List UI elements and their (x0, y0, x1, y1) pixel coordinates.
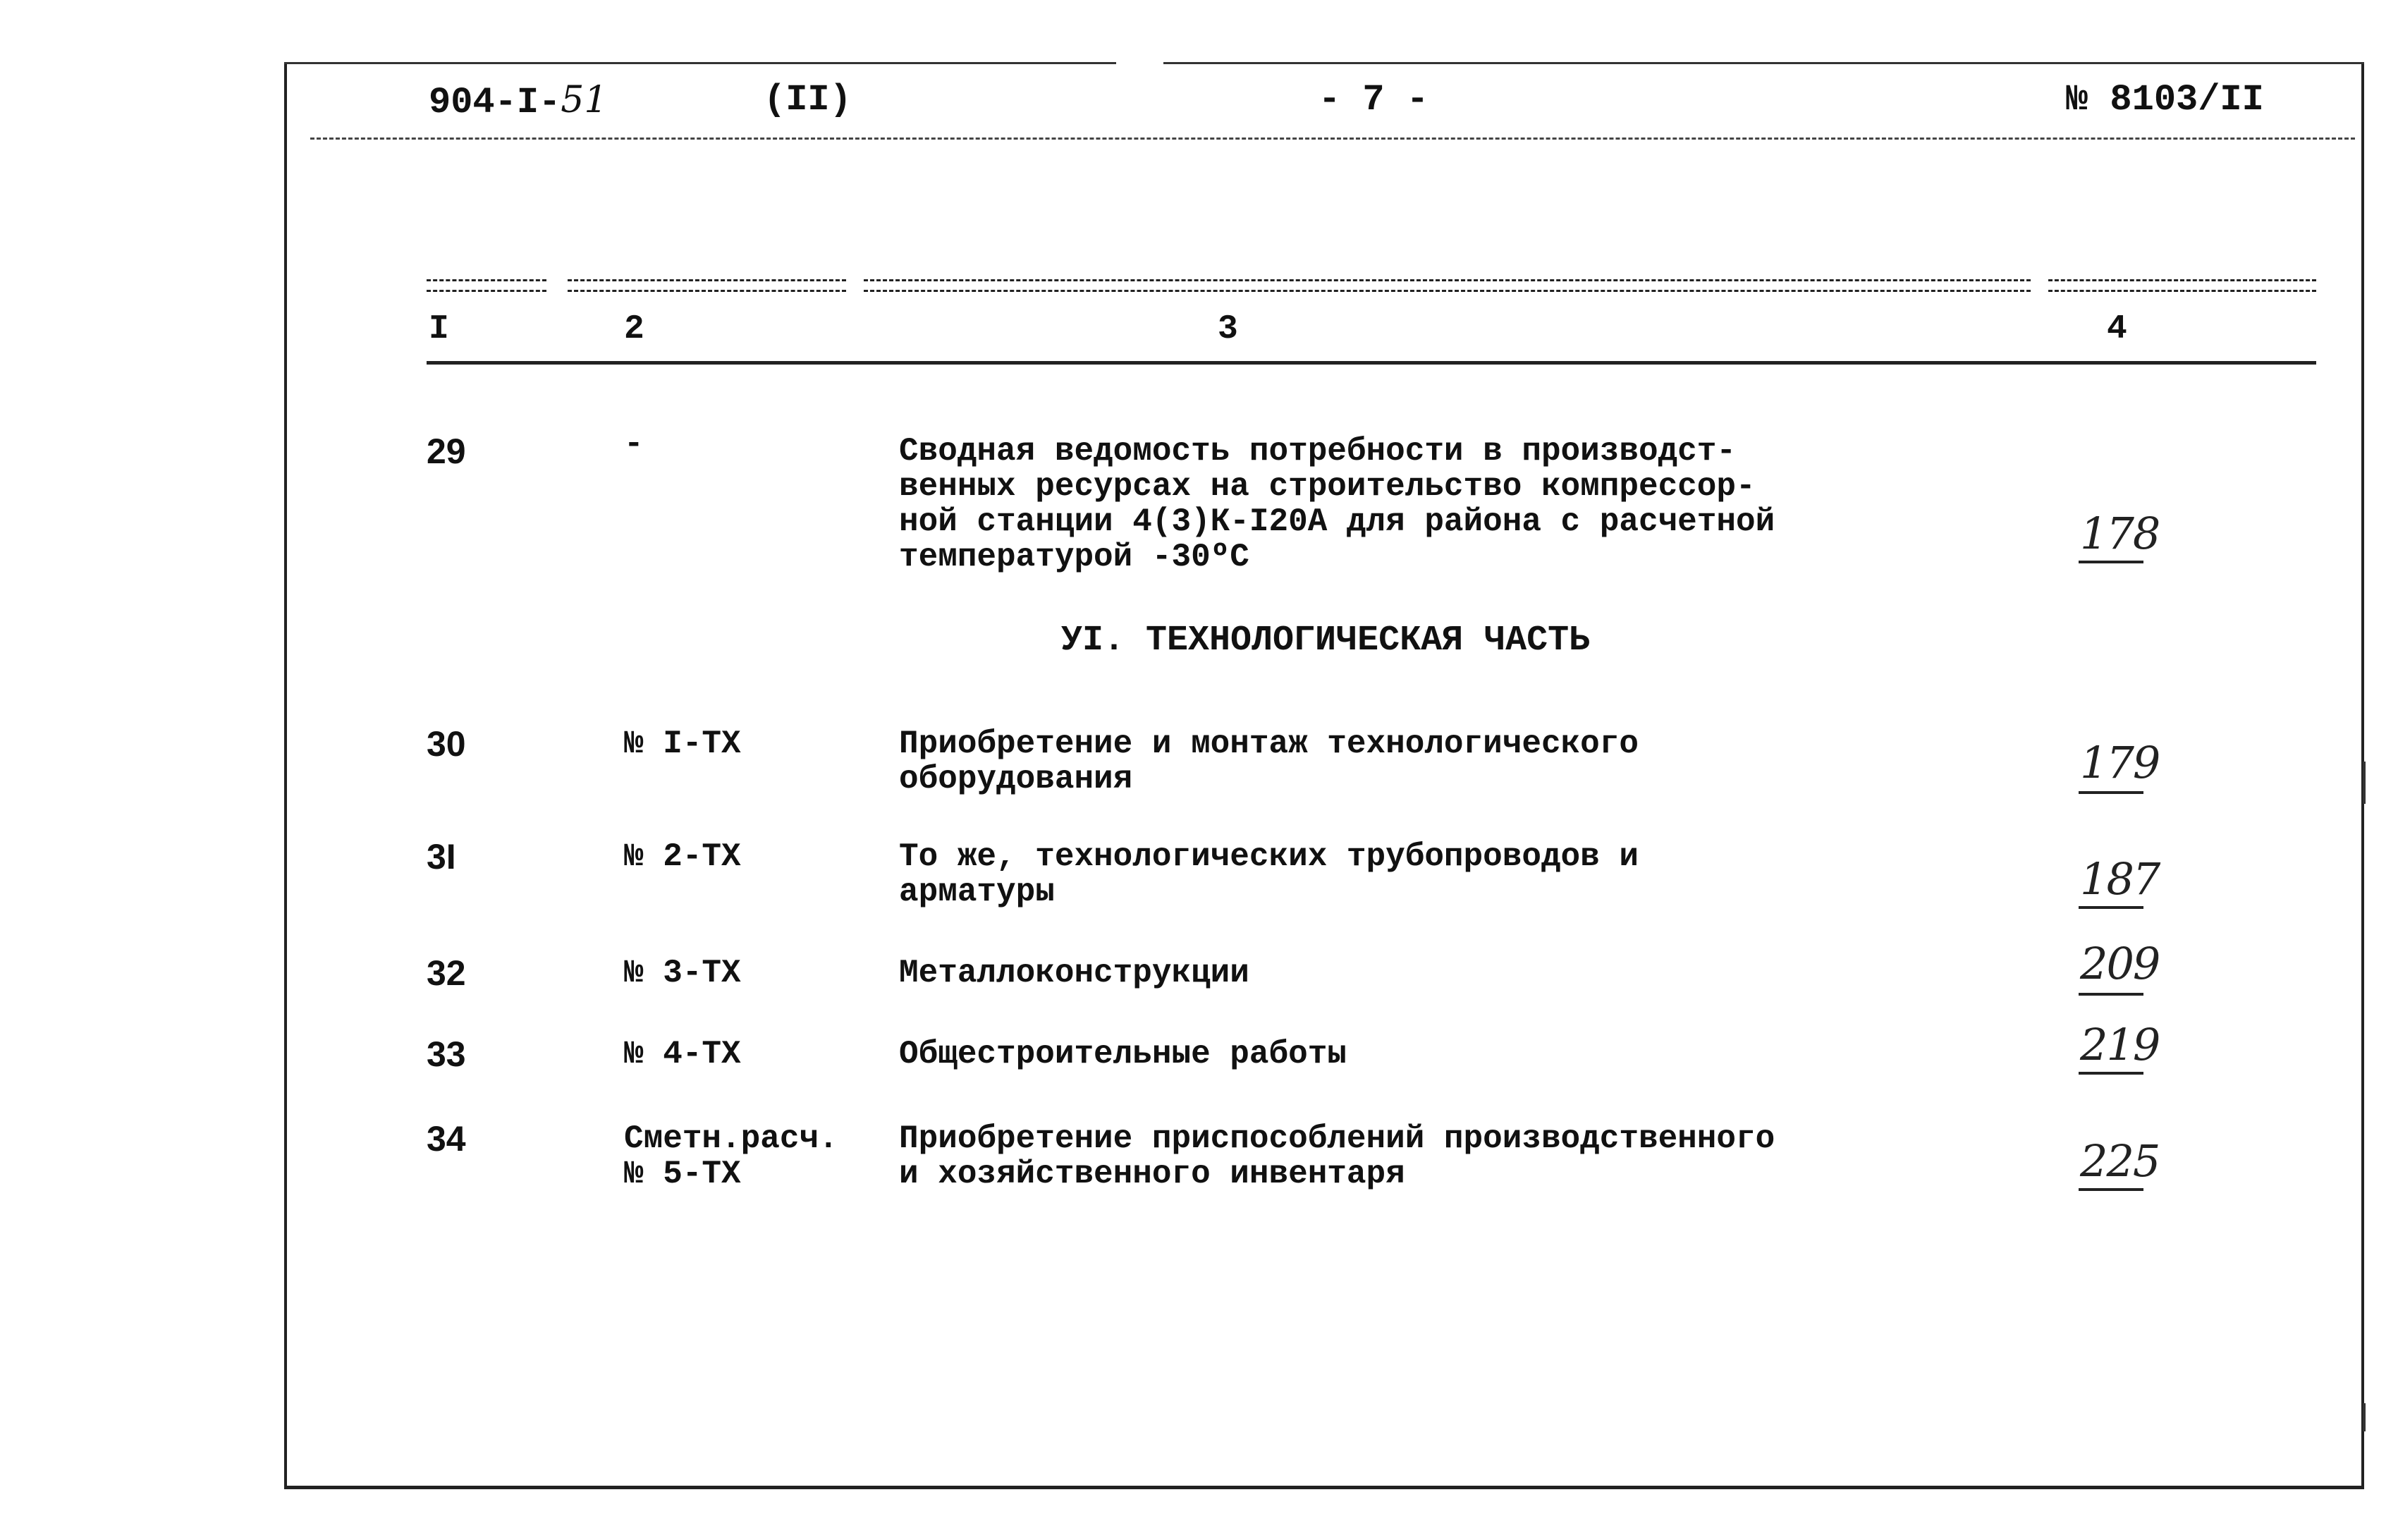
row-code: - (624, 426, 644, 463)
page-number: - 7 - (1319, 79, 1429, 121)
document-number: № 8103/II (2066, 79, 2264, 121)
edge-mark (2363, 762, 2366, 804)
column-header-4: 4 (2107, 310, 2127, 348)
page-reference-underline (2079, 791, 2143, 794)
row-number: 3I (427, 837, 456, 876)
page-reference-underline (2079, 906, 2143, 909)
row-number: 34 (427, 1119, 466, 1159)
row-number: 30 (427, 724, 466, 764)
row-description: Сводная ведомость потребности в производст- венных ресурсах на строительство компрессор- ной станции 4(3)К-I20А для района с расчетной температурой -30ºС (899, 433, 1775, 575)
series-handwritten: 51 (561, 79, 608, 121)
column-header-1: I (429, 310, 449, 348)
page-reference-underline (2079, 1072, 2143, 1075)
page-reference: 187 (2080, 853, 2160, 905)
page-reference-underline (2079, 993, 2143, 996)
page-reference: 179 (2080, 737, 2160, 788)
row-number: 29 (427, 432, 466, 471)
table-header-rule (427, 361, 2316, 365)
table-top-rule (427, 279, 546, 292)
row-code: № I-ТХ (624, 726, 741, 762)
column-header-2: 2 (624, 310, 644, 348)
header-rule (310, 138, 2355, 140)
page-reference-underline (2079, 561, 2143, 563)
table-top-rule (568, 279, 846, 292)
row-code: № 4-ТХ (624, 1036, 741, 1072)
page-reference-underline (2079, 1188, 2143, 1191)
top-border (284, 62, 1116, 64)
page-reference: 178 (2080, 508, 2160, 559)
edge-mark (2363, 1403, 2366, 1431)
page-reference: 225 (2080, 1135, 2160, 1187)
row-number: 32 (427, 953, 466, 993)
series-code: 904-I-51 (429, 79, 608, 123)
row-code: Сметн.расч. № 5-ТХ (624, 1120, 838, 1192)
section-title: УI. ТЕХНОЛОГИЧЕСКАЯ ЧАСТЬ (1061, 621, 1591, 661)
table-top-rule (864, 279, 2031, 292)
row-description: Общестроительные работы (899, 1036, 1347, 1072)
table-top-rule (2048, 279, 2316, 292)
part-label: (II) (764, 79, 852, 121)
top-border-right (1163, 62, 2364, 64)
row-description: Металлоконструкции (899, 955, 1249, 991)
row-description: То же, технологических трубопроводов и арматуры (899, 838, 1639, 910)
row-description: Приобретение приспособлений производственного и хозяйственного инвентаря (899, 1120, 1775, 1192)
column-header-3: 3 (1218, 310, 1238, 348)
row-number: 33 (427, 1034, 466, 1074)
row-description: Приобретение и монтаж технологического оборудования (899, 726, 1639, 798)
page-reference: 219 (2080, 1019, 2160, 1070)
page-reference: 209 (2080, 938, 2160, 989)
row-code: № 3-ТХ (624, 955, 741, 991)
row-code: № 2-ТХ (624, 838, 741, 875)
